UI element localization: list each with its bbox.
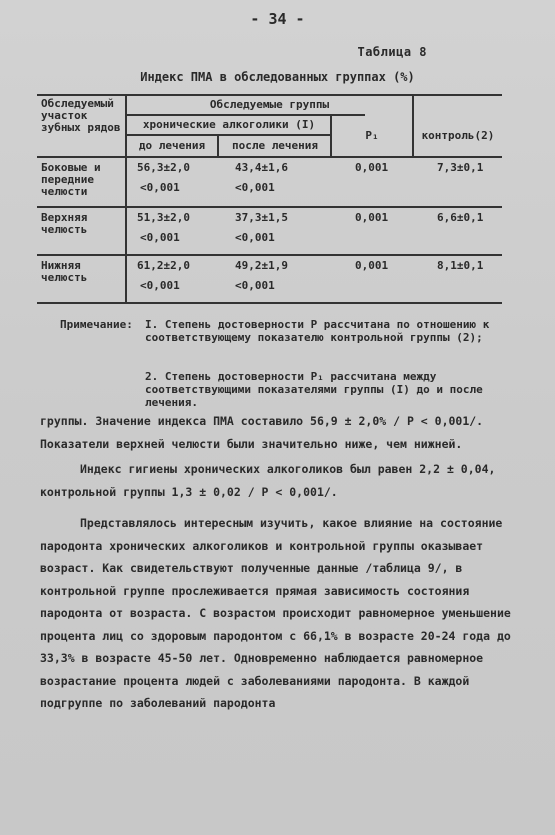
cell-before-p: <0,001: [140, 231, 180, 244]
cell-control: 6,6±0,1: [437, 211, 484, 224]
cell-p1: 0,001: [355, 211, 389, 224]
cell-after-value: 43,4±1,6: [235, 161, 288, 174]
paragraph-text: Индекс гигиены хронических алкоголиков был равен 2,2 ± 0,04, контрольной группы 1,3 ± 0,02 / P < 0,001/.: [40, 462, 496, 499]
table-rule-row1: [37, 206, 502, 208]
row-label: Верхняя челюсть: [41, 211, 88, 236]
header-after: после лечения: [231, 139, 319, 152]
header-area: Обследуемый участок зубных рядов: [41, 97, 121, 134]
header-p1: P₁: [365, 129, 379, 142]
cell-p1: 0,001: [355, 259, 389, 272]
table-col-rule-4: [412, 94, 414, 156]
table-rule-row2: [37, 254, 502, 256]
paragraph-text: группы. Значение индекса ПМА составило 56,9 ± 2,0% / P < 0,001/. Показатели верхней челюсти были значительно ниже, чем нижней.: [40, 414, 484, 451]
table-rule-under-alc: [125, 134, 330, 136]
header-before: до лечения: [138, 139, 206, 152]
pma-index-table: [37, 94, 502, 306]
note-1: I. Степень достоверности P рассчитана по отношению к соответствующему показателю контрольной группы (2);: [145, 318, 490, 344]
paragraph-1: [40, 410, 520, 455]
paragraph-text: Представлялось интересным изучить, какое влияние на состояние пародонта хронических алкоголиков и контрольной группы оказывает возраст. Как свидетельствуют полученные данные /таблица 9/, в контрольной группе прослеживается прямая зависимость состояния пародонта от возраста. С возрастом происходит равномерное уменьшение процента лиц со здоровым пародонтом с 66,1% в возрасте 20-24 года до 33,3% в возрасте 45-50 лет. Одновременно наблюдается равномерное возрастание процента людей с заболеваниями пародонта. В каждой подгруппе по заболеваний пародонта: [40, 516, 511, 710]
notes-label: Примечание:: [60, 318, 133, 331]
table-rule-header-bottom: [37, 156, 502, 158]
table-rule-under-groups: [125, 114, 365, 116]
row-label: Нижняя челюсть: [41, 259, 88, 284]
table-rule-bottom: [37, 302, 502, 304]
cell-control: 8,1±0,1: [437, 259, 484, 272]
cell-p1: 0,001: [355, 161, 389, 174]
cell-after-value: 37,3±1,5: [235, 211, 288, 224]
cell-after-p: <0,001: [235, 231, 275, 244]
note-2: 2. Степень достоверности P₁ рассчитана между соответствующими показателями группы (I) до и после лечения.: [145, 370, 483, 409]
cell-after-value: 49,2±1,9: [235, 259, 288, 272]
cell-control: 7,3±0,1: [437, 161, 484, 174]
table-title: Индекс ПМА в обследованных группах (%): [140, 70, 415, 84]
header-alcoholics: хронические алкоголики (I): [142, 118, 316, 131]
cell-before-p: <0,001: [140, 181, 180, 194]
table-label: Таблица 8: [357, 45, 427, 59]
header-groups: Обследуемые группы: [209, 98, 330, 111]
cell-after-p: <0,001: [235, 279, 275, 292]
table-rule-top: [37, 94, 502, 96]
cell-before-value: 56,3±2,0: [137, 161, 190, 174]
page-number: - 34 -: [250, 10, 305, 28]
header-control: контроль(2): [421, 129, 495, 142]
cell-before-p: <0,001: [140, 279, 180, 292]
cell-after-p: <0,001: [235, 181, 275, 194]
paragraph-2: [40, 458, 520, 503]
table-col-rule-2: [217, 134, 219, 156]
paragraph-3: [40, 512, 520, 715]
table-col-rule-1: [125, 94, 127, 304]
row-label: Боковые и передние челюсти: [41, 161, 101, 198]
cell-before-value: 61,2±2,0: [137, 259, 190, 272]
cell-before-value: 51,3±2,0: [137, 211, 190, 224]
table-col-rule-3: [330, 114, 332, 156]
